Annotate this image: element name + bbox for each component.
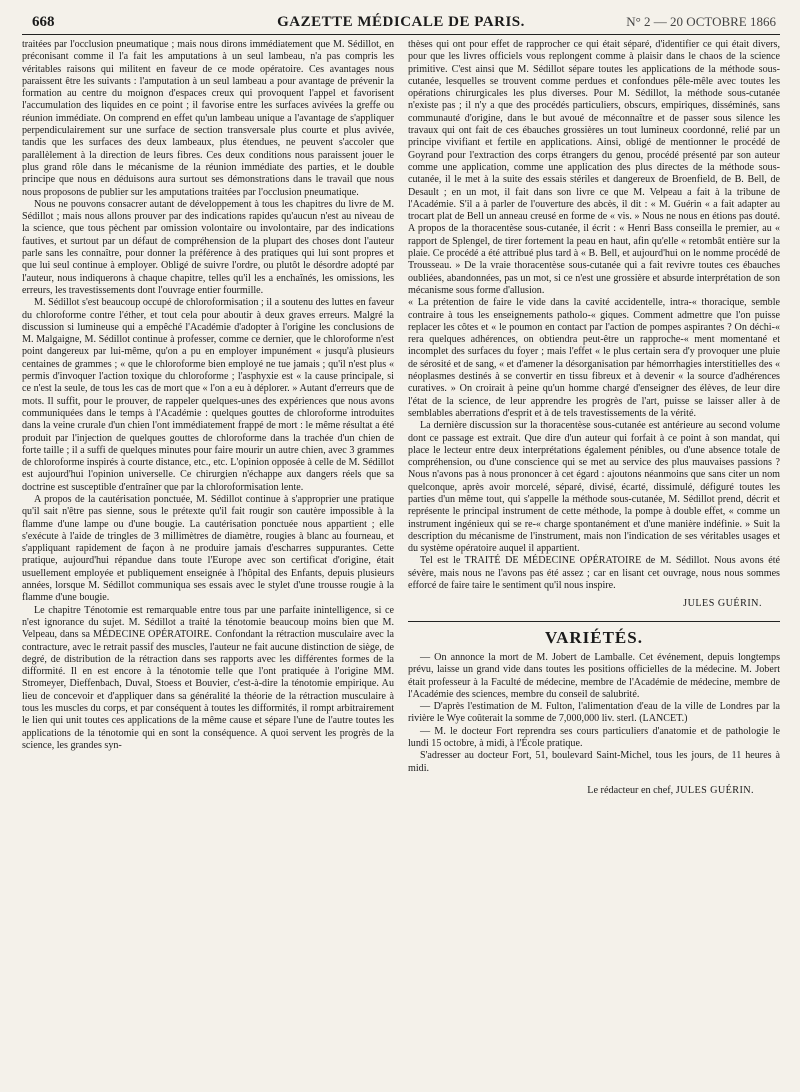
paragraph: A propos de la cautérisation ponctuée, M. Sédillot continue à s'approprier une pratique qu'il sait n'être pas sienne, sous le prétexte qu'il fait rougir son cautère impossible à la flamme d'une lampe ou d'une bougie. La cautérisation ponctuée nous appartient ; elle s'exécute à l'aide de tringles de 3 millimètres de diamètre, rougies à blanc au fourneau, et s'appliquant rapidement de façon à ne produire jamais d'escharres suppurantes. Cette pratique, aujourd'hui répandue dans toute l'Europe avec son certificat d'origine, était usuellement employée et publiquement enseignée à l'hôpital des Enfants, depuis plusieurs années, lorsque M. Sédillot communiqua ses essais avec le stylet d'une trousse rougie à la flamme d'une bougie. [22, 493, 394, 604]
issue-info: N° 2 — 20 OCTOBRE 1866 [626, 14, 776, 29]
paragraph: thèses qui ont pour effet de rapprocher ce qui était séparé, d'identifier ce qui était divers, pour que les livres officiels vous replongent comme à plaisir dans le chaos de la science primitive. C'est ainsi que M. Sédillot sépare toutes les applications de la méthode sous-cutanée, lesquelles se trouvent comme perdues et confondues pêle-mêle avec toutes les opérations chirurgicales les plus diverses. Pour M. Sédillot, la méthode sous-cutanée n'existe pas ; il n'y a que des procédés particuliers, obscurs, empiriques, disséminés, sans communauté d'origine, dans le but avoué de méconnaître et de passer sous silence les travaux qui ont fait de ces ébauches grossières un tout lumineux coordonné, relié par un principe vivifiant et fertile en applications. Ainsi, obligé de mentionner le procédé de Goyrand pour l'extraction des corps étrangers du genou, procédé présenté par son auteur comme une application, comme une application des plus directes de la méthode sous-cutanée, il le met à la suite des essais stériles et dangereux de Broenfield, de B. Bell, de Desault ; en un mot, il fait dans son livre ce que M. Velpeau a fait à la tribune de l'Académie. S'il a à parler de l'ouverture des abcès, il dit : « M. Guérin « a fait adapter au trocart plat de Bell un anneau creusé en forme de « vis. » Nous ne nous en étions pas douté. A propos de la thoracentèse sous-cutanée, il écrit : « Henri Bass conseilla le premier, au « rapport de Splengel, de tirer fortement la peau en haut, afin qu'elle « retombât entière sur la plaie. Ce procédé a été attribué plus tard à « B. Bell, et aujourd'hui on le nomme procédé de Trousseau. » De la vraie thoracentèse sous-cutanée qui a fait revivre toutes ces ébauches oubliées, abandonnées, pas un mot, si ce n'est une grossière et absurde interprétation de son mécanisme sous forme d'allusion. [408, 39, 780, 296]
editor-line [408, 785, 780, 797]
editor-name: JULES GUÉRIN. [675, 784, 754, 796]
paragraph: Le chapitre Ténotomie est remarquable entre tous par une parfaite inintelligence, si ce n'est ignorance du sujet. M. Sédillot a traité la ténotomie beaucoup moins bien que M. Velpeau, dans sa MÉDECINE OPÉRATOIRE. Confondant la rétraction musculaire avec la contracture, avec le retrait passif des muscles, l'auteur ne fait aucune distinction de siège, de degré, de distribution de la rétraction dans ses rapports avec les différentes formes de la difformité. Il en est encore à la ténotomie telle que l'ont pratiquée à l'origine MM. Stromeyer, Dieffenbach, Duval, Stoess et Bouvier, c'est-à-dire la ténotomie empirique. Au lieu de concevoir et d'appliquer dans sa généralité la théorie de la rétraction musculaire à tous les muscles du corps, et par conséquent à toutes les difformités, il rompt arbitrairement le lien qui unit toutes ces applications de la même cause et sépare l'une de l'autre toutes les applications de la ténotomie qui en sont la conséquence. A quoi servent les progrès de la science, les grandes syn- [22, 604, 394, 751]
left-column [22, 39, 394, 1089]
varietes-item: — D'après l'estimation de M. Fulton, l'alimentation d'eau de la ville de Londres par la rivière le Wye coûterait la somme de 7,000,000 liv. sterl. (LANCET.) [408, 701, 780, 725]
article-signature: JULES GUÉRIN. [683, 598, 762, 610]
right-column [408, 39, 780, 1089]
paragraph: traitées par l'occlusion pneumatique ; mais nous dirons immédiatement que M. Sédillot, en préconisant comme il l'a fait les amputations à un seul lambeau, n'a pas compris les véritables raisons qui militent en faveur de ce mode opératoire. Ces avantages nous paraissent être les suivants : l'amputation à un seul lambeau a pour avantage de prévenir la formation au centre du moignon d'espaces creux qui provoquent l'appel et favorisent l'accumulation des liquides en ce point ; il favorise entre les surfaces avivées la greffe ou réunion immédiate. On comprend en effet qu'un lambeau unique a l'avantage de s'appliquer perpendiculairement sur une surface de section transversale plus courte et plus avivée, tandis que les surfaces des deux lambeaux, plus étendues, ne peuvent s'accoler que parallèlement à la direction de leurs fibres. Ces deux conditions nous paraissent jouer le plus grand rôle dans le mécanisme de la réunion immédiate des parties, et le double principe que nous en déduisons aura surtout ses démonstrations dans le travail que nous nous proposons de publier sur les amputations traitées par l'occlusion pneumatique. [22, 39, 394, 198]
varietes-list [408, 652, 780, 775]
paragraph: « La prétention de faire le vide dans la cavité accidentelle, intra-« thoracique, semble contraire à tous les enseignements patholo-« giques. Comment admettre que l'on puisse replacer les côtes et « le poumon en contact par l'action de pompes aspirantes ? On déchi-« rera quelques adhérences, on obtiendra peut-être un rapproche-« ment momentané et incomplet des surfaces du foyer ; mais l'effet « le plus certain sera d'y provoquer une pluie de sérosité et de sang, « et d'amener la désorganisation par hémorrhagies interstitielles des « néoplasmes destinés à se convertir en tissu fibreux et à devenir « la source d'adhérences curatives. » On croirait à peine qu'un homme chargé d'enseigner des élèves, de leur dire l'état de la science, de leur apprendre les progrès de l'art, puisse se laisser aller à de semblables aberrations d'esprit et à de tels travestissements de la vérité. [408, 297, 780, 419]
page-header [22, 8, 780, 35]
two-column-body [22, 35, 780, 1089]
paragraph: La dernière discussion sur la thoracentèse sous-cutanée est antérieure au second volume dont ce passage est extrait. Que dire d'un auteur qui forfait à ce point à son mandat, qui place le lecteur entre deux interprétations également pénibles, ou d'une absence totale de compréhension, ou d'une conscience qui se met au service des plus mauvaises passions ? Nous n'avons pas à nous prononcer à cet égard : ajoutons néanmoins que sans citer un nom quelconque, après avoir morcelé, séparé, divisé, écarté, dissimulé, défiguré toutes les parties d'un même tout, qui s'appelle la méthode sous-cutanée, M. Sédillot prend, décrit et représente le principal instrument de cette méthode, la pompe à double effet, « comme un instrument ingénieux qui se re-« charge spontanément et d'une manière indéfinie. » Suit la description du mécanisme de l'instrument, mais non l'indication de ses véritables usages et du système opératoire auquel il appartient. [408, 420, 780, 555]
section-divider [408, 621, 780, 622]
varietes-item: S'adresser au docteur Fort, 51, boulevard Saint-Michel, tous les jours, de 11 heures à midi. [408, 750, 780, 774]
article-end [408, 39, 780, 592]
editor-label: Le rédacteur en chef, [587, 784, 674, 796]
paragraph: Tel est le TRAITÉ DE MÉDECINE OPÉRATOIRE de M. Sédillot. Nous avons été sévère, mais nous ne l'avons pas été assez ; car en lisant cet ouvrage, nous nous sommes efforcé de faire taire le sentiment qu'il nous inspire. [408, 555, 780, 592]
page-number: 668 [32, 14, 55, 30]
paragraph: Nous ne pouvons consacrer autant de développement à tous les chapitres du livre de M. Sédillot ; mais nous allons prouver par des indications rapides qu'aucun n'est au niveau de la science, que tous pèchent par omission volontaire ou involontaire, par des indications fautives, et surtout par un défaut de compréhension de la plupart des choses dont l'auteur parle sans les connaître, pour donner la préférence à des pratiques qui lui sont propres et que lui seul continue à employer. Obligé de suivre l'ordre, ou plutôt le désordre adopté par l'auteur, nous indiquerons à chaque chapitre, telles qu'il les a enchaînés, les omissions, les erreurs, les travestissements dont l'ouvrage entier fourmille. [22, 198, 394, 296]
varietes-heading: VARIÉTÉS. [545, 627, 643, 647]
varietes-item: — M. le docteur Fort reprendra ses cours particuliers d'anatomie et de pathologie le lundi 15 octobre, à midi, à l'École pratique. [408, 725, 780, 750]
varietes-item: — On annonce la mort de M. Jobert de Lamballe. Cet événement, depuis longtemps prévu, laisse un grand vide dans toutes les positions officielles de la médecine. M. Jobert était professeur à la Faculté de médecine, membre de l'Académie de médecine, membre de l'Académie des sciences, membre du conseil de salubrité. [408, 651, 780, 700]
paragraph: M. Sédillot s'est beaucoup occupé de chloroformisation ; il a soutenu des luttes en faveur du chloroforme contre l'éther, et tout cela pour aboutir à deux graves erreurs. Malgré la discussion si lumineuse qui a empêché l'Académie d'adopter à l'origine les conclusions de M. Malgaigne, M. Sédillot continue à professer, comme ce dernier, que le chloroforme n'est point dangereux par lui-même, qu'on a pu en employer impunément « jusqu'à plusieurs centaines de grammes ; « que le chloroforme bien employé ne tue jamais ; qu'il n'est plus « permis d'invoquer l'action toxique du chloroforme ; l'asphyxie est « la cause principale, si ce n'est la seule, de tous les cas de mort que « l'on a eu à déplorer. » Autant d'erreurs que de mots. Il suffit, pour le prouver, de rappeler quelques-unes des expériences que nous avons communiquées dans le temps à l'Académie : quelques gouttes de chloroforme introduites dans la veine crurale d'un chien l'ont immédiatement frappé de mort : le même résultat a été produit par l'injection de quelques gouttes de chloroforme dans la trachée d'un chien de forte taille ; il a suffi de quelques minutes pour faire mourir un autre chien, avec 3 grammes de chloroforme inspirés à courte distance, etc., etc. L'opinion opposée à celle de M. Sédillot est aujourd'hui l'opinion universelle. Ce chirurgien n'échappe aux dangers réels que sa doctrine est susceptible d'entraîner que par la chloroformisation lente. [22, 297, 394, 493]
running-title: GAZETTE MÉDICALE DE PARIS. [277, 14, 525, 30]
